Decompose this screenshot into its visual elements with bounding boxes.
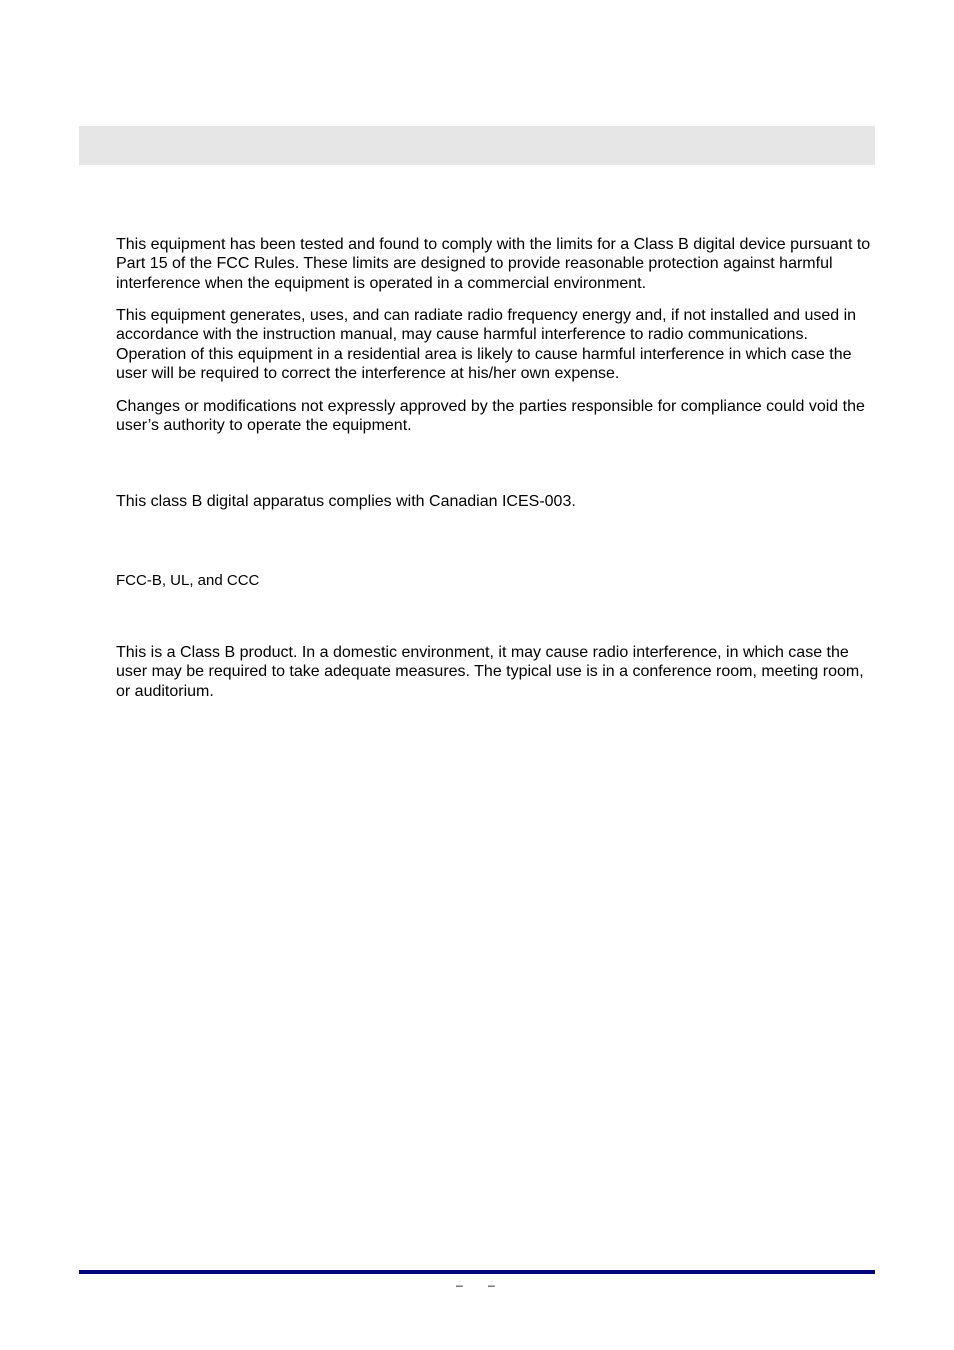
footer-dash-left: –: [456, 1278, 463, 1292]
canada-statement: This class B digital apparatus complies with Canadian ICES-003.: [116, 493, 576, 510]
certifications-list: FCC-B, UL, and CCC: [116, 572, 260, 589]
fcc-paragraph-2: This equipment generates, uses, and can radiate radio frequency energy and, if not installed and used in accordance with the instruction manual, may cause harmful interference to radio communications. Operation of this equipment in a residential area is likely to cause harmful interference in which case the user will be required to correct the interference at his/her own expense.: [116, 307, 857, 382]
class-b-statement: This is a Class B product. In a domestic environment, it may cause radio interference, in which case the user may be required to take adequate measures. The typical use is in a conference room, meeting room, or auditorium.: [116, 644, 864, 700]
section-header-band: [79, 126, 875, 165]
fcc-paragraph-1: This equipment has been tested and found to comply with the limits for a Class B digital device pursuant to Part 15 of the FCC Rules. These limits are designed to provide reasonable protection against harmful interference when the equipment is operated in a commercial environment.: [116, 236, 871, 292]
fcc-paragraph-3: Changes or modifications not expressly approved by the parties responsible for compliance could void the user’s authority to operate the equipment.: [116, 398, 865, 435]
footer-rule: [79, 1270, 875, 1274]
footer-dash-right: –: [488, 1278, 495, 1292]
